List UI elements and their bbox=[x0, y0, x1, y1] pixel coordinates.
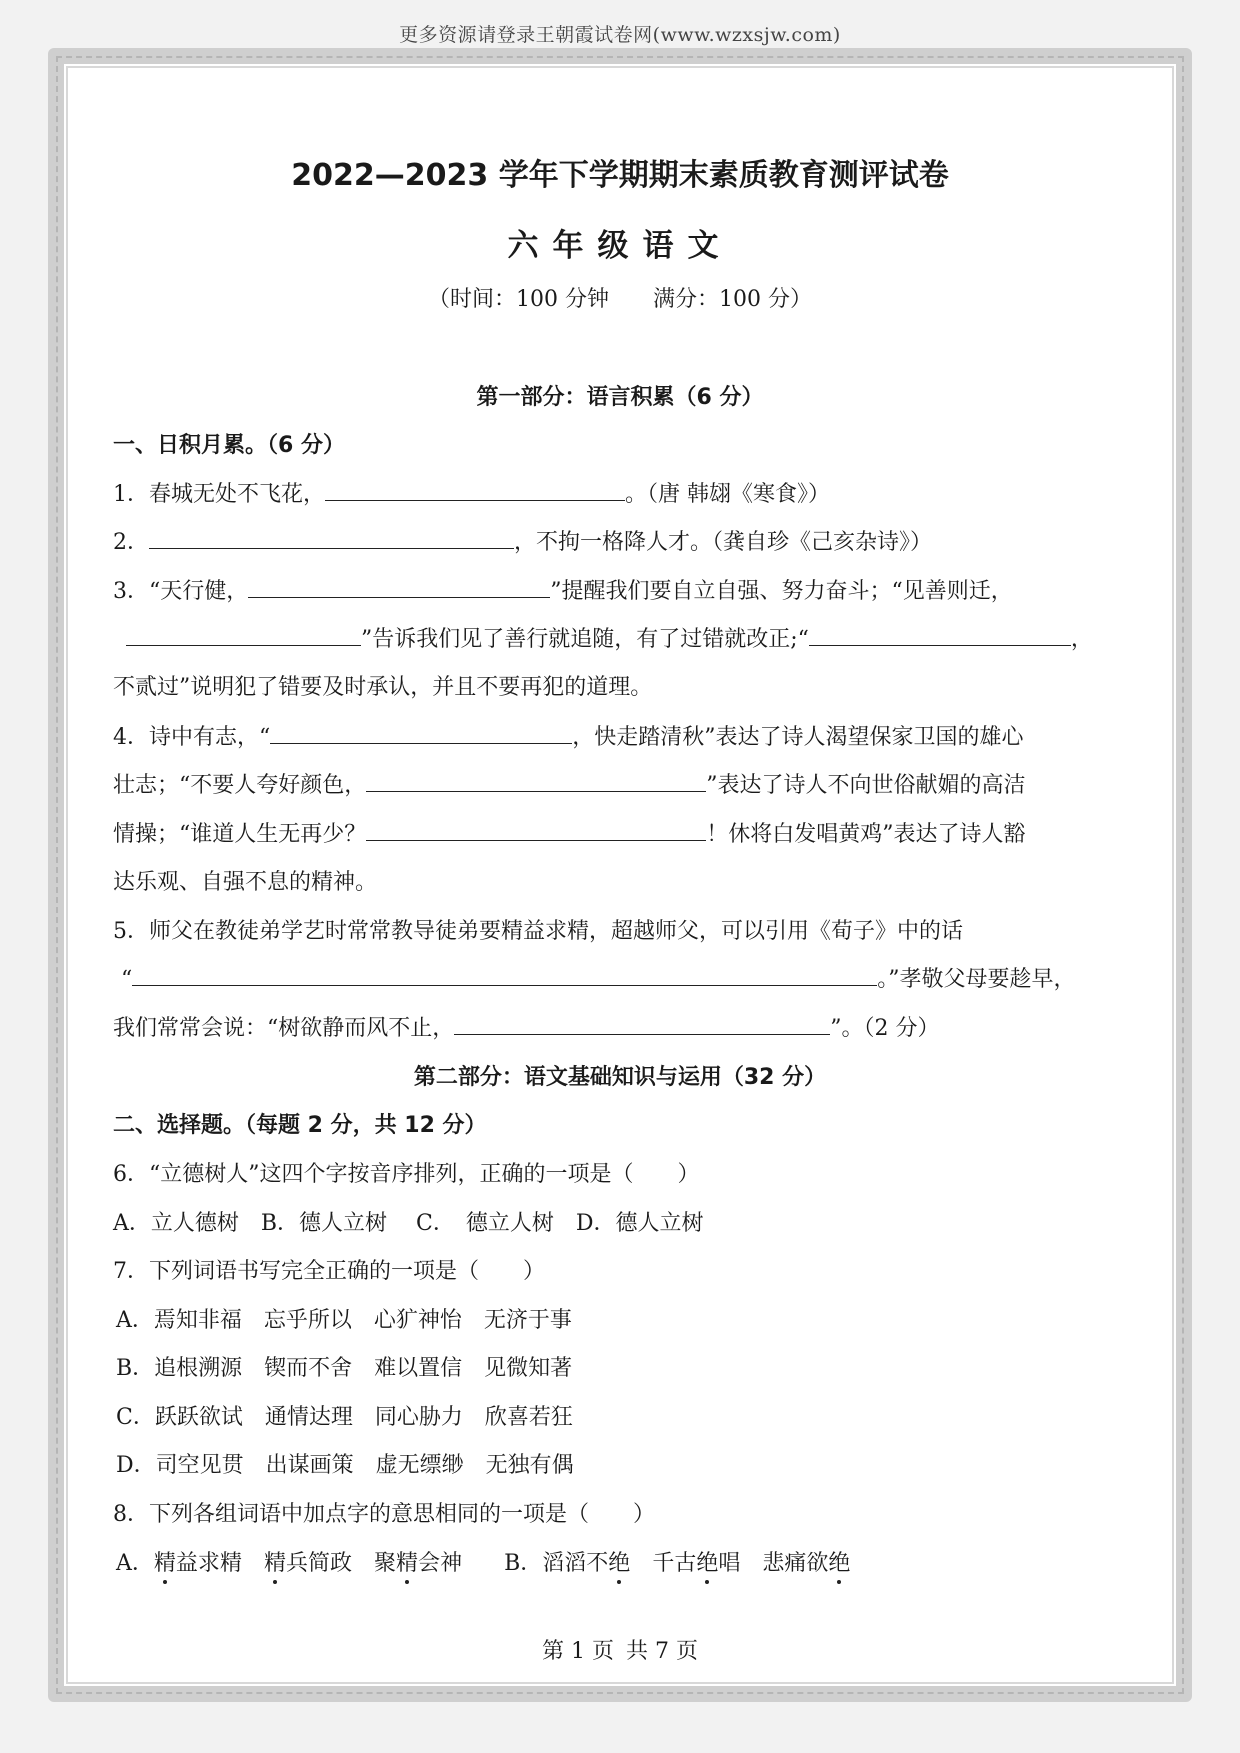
answer-blank[interactable] bbox=[126, 623, 361, 646]
source-banner[interactable]: 更多资源请登录王朝霞试卷网(www.wzxsjw.com) bbox=[399, 24, 841, 46]
part-two-title: 第二部分：语文基础知识与运用（32 分） bbox=[413, 1065, 827, 1090]
question-8-options: A．精益求精 精兵简政 聚精会神 B．滔滔不绝 千古绝唱 悲痛欲绝 bbox=[116, 1551, 851, 1576]
option-a-words bbox=[154, 1551, 462, 1576]
question-4-line-4: 达乐观、自强不息的精神。 bbox=[113, 870, 378, 895]
page-number: 第 1 页 bbox=[542, 1639, 614, 1664]
answer-blank[interactable] bbox=[366, 818, 706, 841]
option-b-words bbox=[542, 1551, 850, 1576]
word-option: 滔滔不绝 bbox=[542, 1551, 631, 1576]
exam-subtitle: 六年级语文 bbox=[507, 228, 733, 264]
part-one-title: 第一部分：语言积累（6 分） bbox=[476, 385, 764, 410]
question-2: 2． ，不拘一格降人才。（龚自珍《己亥杂诗》） bbox=[113, 525, 932, 556]
word-option: 精兵简政 bbox=[263, 1551, 353, 1576]
word-option: 悲痛欲绝 bbox=[762, 1551, 851, 1576]
question-3-line-2: ”告诉我们见了善行就追随，有了过错就改正;“ ， bbox=[113, 622, 1093, 653]
question-4: 4．诗中有志，“ ，快走踏清秋”表达了诗人渴望保家卫国的雄心 bbox=[113, 720, 1024, 751]
question-3: 3．“天行健， ”提醒我们要自立自强、努力奋斗；“见善则迁， bbox=[113, 574, 1013, 605]
question-7-option-a: A．焉知非福 忘乎所以 心犷神怡 无济于事 bbox=[116, 1308, 572, 1333]
question-3-line-3: 不贰过”说明犯了错要及时承认，并且不要再犯的道理。 bbox=[113, 675, 653, 700]
question-4-line-3: 情操；“谁道人生无再少？ ！休将白发唱黄鸡”表达了诗人豁 bbox=[113, 817, 1026, 848]
page-footer bbox=[0, 1634, 1240, 1665]
question-1: 1．春城无处不飞花， 。（唐 韩翃《寒食》） bbox=[113, 477, 830, 508]
exam-info bbox=[0, 282, 1240, 313]
page-total: 共 7 页 bbox=[626, 1639, 698, 1664]
exam-time: （时间：100 分钟 bbox=[428, 287, 609, 312]
answer-blank[interactable] bbox=[366, 769, 706, 792]
question-7: 7．下列词语书写完全正确的一项是（ ） bbox=[113, 1259, 545, 1284]
answer-blank[interactable] bbox=[149, 526, 514, 549]
answer-blank[interactable] bbox=[248, 575, 550, 598]
question-6-options: A．立人德树 B．德人立树 C． 德立人树 D．德人立树 bbox=[113, 1211, 704, 1236]
exam-title: 2022—2023 学年下学期期末素质教育测评试卷 bbox=[291, 158, 949, 193]
word-option: 聚精会神 bbox=[374, 1551, 463, 1576]
word-option: 千古绝唱 bbox=[652, 1551, 741, 1576]
question-4-line-2: 壮志；“不要人夸好颜色， ”表达了诗人不向世俗献媚的高洁 bbox=[113, 768, 1026, 799]
section-one-heading: 一、日积月累。（6 分） bbox=[113, 433, 345, 458]
answer-blank[interactable] bbox=[132, 963, 877, 986]
word-option: 精益求精 bbox=[153, 1551, 242, 1576]
question-5-line-2: “ 。”孝敬父母要趁早， bbox=[113, 962, 1076, 993]
question-7-option-c: C．跃跃欲试 通情达理 同心胁力 欣喜若狂 bbox=[116, 1405, 573, 1430]
question-8: 8．下列各组词语中加点字的意思相同的一项是（ ） bbox=[113, 1502, 655, 1527]
question-7-option-b: B．追根溯源 锲而不舍 难以置信 见微知著 bbox=[116, 1356, 573, 1381]
question-7-option-d: D．司空见贯 出谋画策 虚无缥缈 无独有偶 bbox=[116, 1453, 574, 1478]
exam-score: 满分：100 分） bbox=[653, 287, 812, 312]
answer-blank[interactable] bbox=[325, 478, 625, 501]
question-5: 5．师父在教徒弟学艺时常常教导徒弟要精益求精，超越师父，可以引用《荀子》中的话 bbox=[113, 919, 963, 944]
answer-blank[interactable] bbox=[454, 1012, 830, 1035]
section-two-heading: 二、选择题。（每题 2 分，共 12 分） bbox=[113, 1113, 487, 1138]
answer-blank[interactable] bbox=[270, 721, 572, 744]
answer-blank[interactable] bbox=[809, 623, 1071, 646]
question-5-line-3: 我们常常会说：“树欲静而风不止， ”。（2 分） bbox=[113, 1011, 940, 1042]
question-6: 6．“立德树人”这四个字按音序排列，正确的一项是（ ） bbox=[113, 1162, 700, 1187]
